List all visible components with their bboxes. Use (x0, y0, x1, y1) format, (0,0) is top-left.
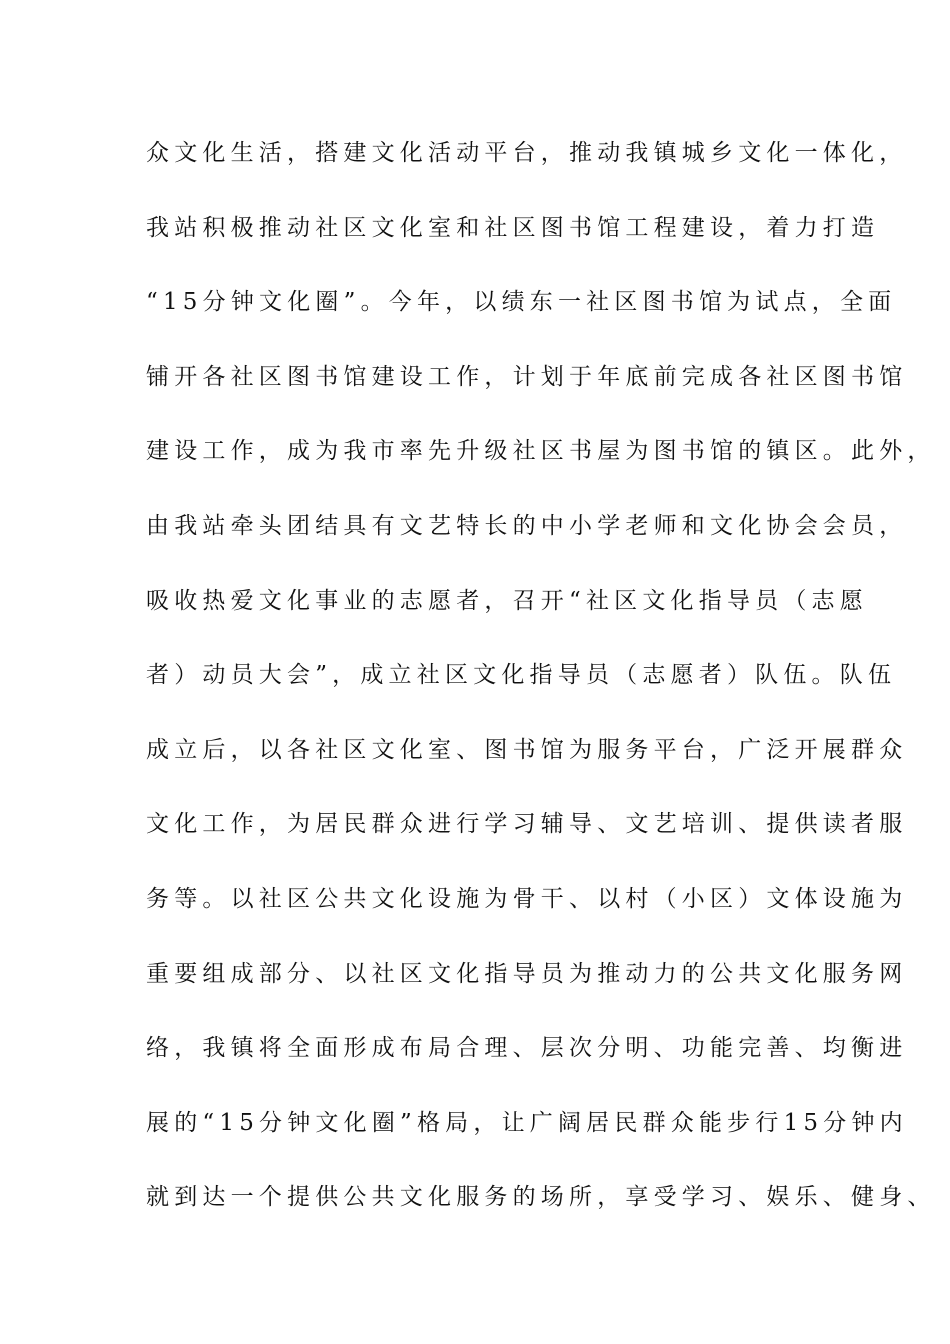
body-text (146, 128, 936, 1247)
text-line-9: 成立后，以各社区文化室、图书馆为服务平台，广泛开展群众 (146, 736, 908, 763)
text-line-15: 就到达一个提供公共文化服务的场所，享受学习、娱乐、健身、 (146, 1184, 936, 1211)
text-line-7: 吸收热爱文化事业的志愿者，召开“社区文化指导员（志愿 (146, 587, 868, 614)
text-line-10: 文化工作，为居民群众进行学习辅导、文艺培训、提供读者服 (146, 811, 908, 838)
text-line-14: 展的“15分钟文化圈”格局，让广阔居民群众能步行15分钟内 (146, 1109, 908, 1136)
text-line-3: “15分钟文化圈”。今年，以绩东一社区图书馆为试点，全面 (146, 289, 897, 316)
text-line-12: 重要组成部分、以社区文化指导员为推动力的公共文化服务网 (146, 960, 908, 987)
text-line-2: 我站积极推动社区文化室和社区图书馆工程建设，着力打造 (146, 214, 880, 241)
text-line-13: 络，我镇将全面形成布局合理、层次分明、功能完善、均衡进 (146, 1035, 908, 1062)
text-line-5: 建设工作，成为我市率先升级社区书屋为图书馆的镇区。此外， (146, 438, 936, 465)
text-line-1: 众文化生活，搭建文化活动平台，推动我镇城乡文化一体化， (146, 140, 908, 166)
text-line-8: 者）动员大会”，成立社区文化指导员（志愿者）队伍。队伍 (146, 662, 897, 689)
text-line-11: 务等。以社区公共文化设施为骨干、以村（小区）文体设施为 (146, 885, 908, 912)
text-line-4: 铺开各社区图书馆建设工作，计划于年底前完成各社区图书馆 (146, 363, 908, 390)
text-line-6: 由我站牵头团结具有文艺特长的中小学老师和文化协会会员， (146, 512, 908, 539)
